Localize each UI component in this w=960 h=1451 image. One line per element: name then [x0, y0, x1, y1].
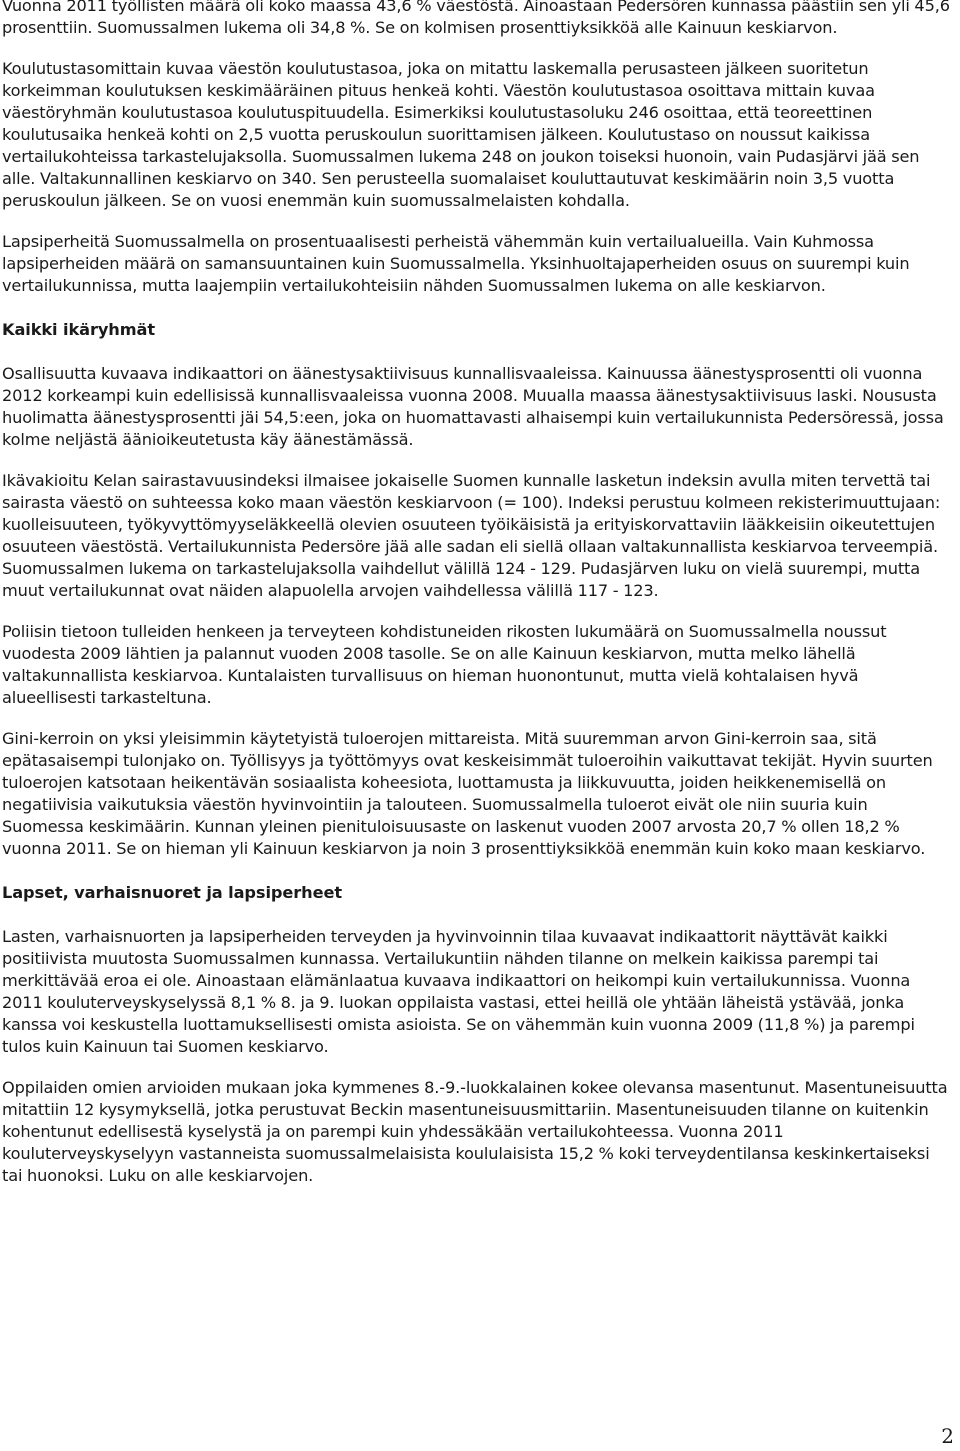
- heading-children-youth-families: Lapset, varhaisnuoret ja lapsiperheet: [2, 883, 342, 902]
- paragraph-employment: Vuonna 2011 työllisten määrä oli koko maassa 43,6 % väestöstä. Ainoastaan Pedersören kunnassa päästiin sen yli 45,6 prosenttiin. Suomussalmen lukema oli 34,8 %. Se on kolmisen prosenttiyksikköä alle Kainuun keskiarvon.: [2, 0, 950, 37]
- paragraph-education-level: Koulutustasomittain kuvaa väestön koulutustasoa, joka on mitattu laskemalla perusasteen jälkeen suoritetun korkeimman koulutuksen keskimääräinen pituus henkeä kohti. Väestön koulutustasoa osoittava mittain kuvaa väestöryhmän koulutustasoa koulutuspituudella. Esimerkiksi koulutustasoluku 246 osoittaa, että teoreettinen koulutusaika henkeä kohti on 2,5 vuotta peruskoulun suorittamisen jälkeen. Koulutustaso on noussut kaikissa vertailukohteissa tarkastelujaksolla. Suomussalmen lukema 248 on joukon toiseksi huonoin, vain Pudasjärvi jää sen alle. Valtakunnallinen keskiarvo on 340. Sen perusteella suomalaiset kouluttautuvat keskimäärin noin 3,5 vuotta peruskoulun jälkeen. Se on vuosi enemmän kuin suomussalmelaisten kohdalla.: [2, 59, 920, 210]
- paragraph-children-wellbeing: Lasten, varhaisnuorten ja lapsiperheiden terveyden ja hyvinvoinnin tilaa kuvaavat indikaattorit näyttävät kaikki positiivista muutosta Suomussalmen kunnassa. Vertailukuntiin nähden tilanne on melkein kaikissa parempi tai merkittävää eroa ei ole. Ainoastaan elämänlaatua kuvaava indikaattori on heikompi kuin vertailukunnissa. Vuonna 2011 kouluterveyskyselyssä 8,1 % 8. ja 9. luokan oppilaista vastasi, ettei heillä ole yhtään läheistä ystävää, jonka kanssa voi keskustella luottamuksellisesti omista asioista. Se on vähemmän kuin vuonna 2009 (11,8 %) ja parempi tulos kuin Kainuun tai Suomen keskiarvo.: [2, 927, 915, 1056]
- paragraph-voting: Osallisuutta kuvaava indikaattori on äänestysaktiivisuus kunnallisvaaleissa. Kainuussa äänestysprosentti oli vuonna 2012 korkeampi kuin edellisissä kunnallisvaaleissa vuonna 2008. Muualla maassa äänestysaktiivisuus laski. Noususta huolimatta äänestysprosentti jäi 54,5:een, joka on huomattavasti alhaisempi kuin vertailukunnista Pedersöressä, jossa kolme neljästä äänioikeutetusta käy äänestämässä.: [2, 364, 944, 449]
- paragraph-families: Lapsiperheitä Suomussalmella on prosentuaalisesti perheistä vähemmän kuin vertailualueilla. Vain Kuhmossa lapsiperheiden määrä on samansuuntainen kuin Suomussalmella. Yksinhuoltajaperheiden osuus on suurempi kuin vertailukunnissa, mutta laajempiin vertailukohteisiin nähden Suomussalmen lukema on alle keskiarvon.: [2, 232, 910, 295]
- paragraph-depression: Oppilaiden omien arvioiden mukaan joka kymmenes 8.-9.-luokkalainen kokee olevansa masentunut. Masentuneisuutta mitattiin 12 kysymyksellä, jotka perustuvat Beckin masentuneisuusmittariin. Masentuneisuuden tilanne on kuitenkin kohentunut edellisestä kyselystä ja on parempi kuin yhdessäkään vertailukohteessa. Vuonna 2011 kouluterveyskyselyyn vastanneista suomussalmelaisista koululaisista 15,2 % koki terveydentilansa keskinkertaiseksi tai huonoksi. Luku on alle keskiarvojen.: [2, 1078, 948, 1185]
- document-page: [2, 0, 952, 1206]
- page-number: 2: [941, 1424, 954, 1448]
- paragraph-crime: Poliisin tietoon tulleiden henkeen ja terveyteen kohdistuneiden rikosten lukumäärä on Suomussalmella noussut vuodesta 2009 lähtien ja palannut vuoden 2008 tasolle. Se on alle Kainuun keskiarvon, mutta melko lähellä valtakunnallista keskiarvoa. Kuntalaisten turvallisuus on hieman huonontunut, mutta vielä kohtalaisen hyvä alueellisesti tarkasteltuna.: [2, 622, 887, 707]
- paragraph-morbidity-index: Ikävakioitu Kelan sairastavuusindeksi ilmaisee jokaiselle Suomen kunnalle lasketun indeksin avulla miten tervettä tai sairasta väestö on suhteessa koko maan väestön keskiarvoon (= 100). Indeksi perustuu kolmeen rekisterimuuttujaan: kuolleisuuteen, työkyvyttömyyseläkkeellä olevien osuuteen työikäisistä ja erityiskorvattaviin lääkkeisiin oikeutettujen osuuteen väestöstä. Vertailukunnista Pedersöre jää alle sadan eli siellä ollaan valtakunnallista keskiarvoa terveempiä. Suomussalmen lukema on tarkastelujaksolla vaihdellut välillä 124 - 129. Pudasjärven luku on vielä suurempi, mutta muut vertailukunnat ovat näiden alapuolella arvojen vaihdellessa välillä 117 - 123.: [2, 471, 941, 600]
- paragraph-gini: Gini-kerroin on yksi yleisimmin käytetyistä tuloerojen mittareista. Mitä suuremman arvon Gini-kerroin saa, sitä epätasaisempi tulonjako on. Työllisyys ja työttömyys ovat keskeisimmät tuloeroihin vaikuttavat tekijät. Hyvin suurten tuloerojen katsotaan heikentävän sosiaalista koheesiota, luottamusta ja liikkuvuutta, joiden heikkenemisellä on negatiivisia vaikutuksia väestön hyvinvointiin ja talouteen. Suomussalmella tuloerot eivät ole niin suuria kuin Suomessa keskimäärin. Kunnan yleinen pienituloisuusaste on laskenut vuoden 2007 arvosta 20,7 % ollen 18,2 % vuonna 2011. Se on hieman yli Kainuun keskiarvon ja noin 3 prosenttiyksikköä enemmän kuin koko maan keskiarvo.: [2, 729, 933, 858]
- heading-all-age-groups: Kaikki ikäryhmät: [2, 320, 155, 339]
